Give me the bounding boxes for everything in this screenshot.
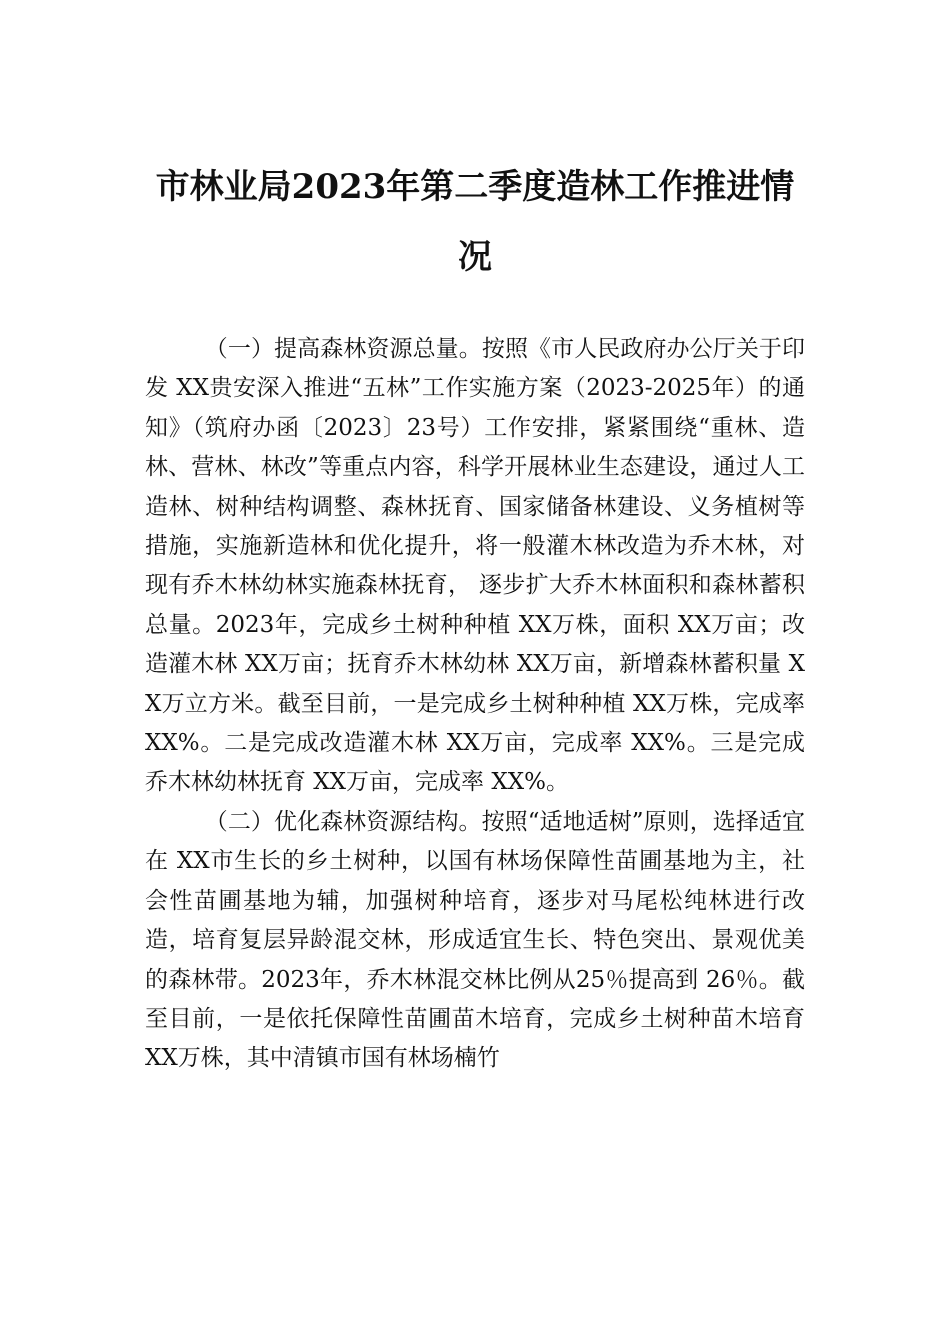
- document-title: 市林业局2023年第二季度造林工作推进情况: [155, 167, 795, 277]
- paragraph-optimize-forest-structure: （二）优化森林资源结构。按照“适地适树”原则，选择适宜在 XX市生长的乡土树种，以国有林场保障性苗圃基地为主，社会性苗圃基地为辅，加强树种培育，逐步对马尾松纯林进行改造，培育复层异龄混交林，形成适宜生长、特色突出、景观优美的森林带。2023年，乔木林混交林比例从25％提高到 26％。截至目前，一是依托保障性苗圃苗木培育，完成乡土树种苗木培育 XX万株，其中清镇市国有林场楠竹: [145, 808, 805, 1072]
- document-body: [145, 330, 805, 1079]
- paragraph-increase-forest-resources: （一）提高森林资源总量。按照《市人民政府办公厅关于印发 XX贵安深入推进“五林”工作实施方案（2023-2025年）的通知》（筑府办函〔2023〕23号）工作安排，紧紧围绕“重林、造林、营林、林改”等重点内容，科学开展林业生态建设，通过人工造林、树种结构调整、森林抚育、国家储备林建设、义务植树等措施，实施新造林和优化提升，将一般灌木林改造为乔木林，对现有乔木林幼林实施森林抚育， 逐步扩大乔木林面积和森林蓄积总量。2023年，完成乡土树种种植 XX万株，面积 XX万亩；改造灌木林 XX万亩；抚育乔木林幼林 XX万亩，新增森林蓄积量 XX万立方米。截至目前，一是完成乡土树种种植 XX万株，完成率 XX%。二是完成改造灌木林 XX万亩，完成率 XX%。三是完成乔木林幼林抚育 XX万亩，完成率 XX%。: [145, 336, 805, 796]
